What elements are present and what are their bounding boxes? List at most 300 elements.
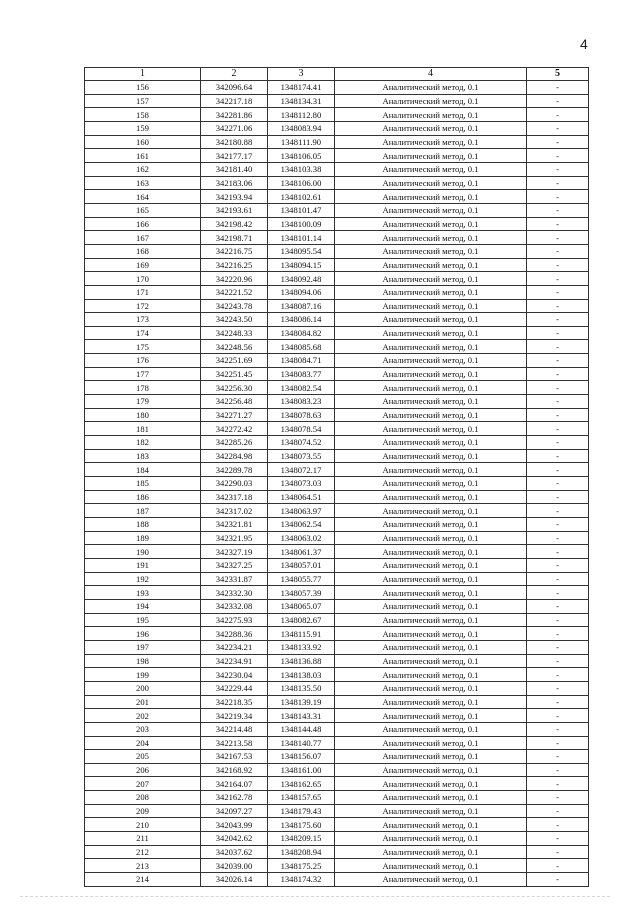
y-coordinate-cell: 1348095.54 (268, 244, 335, 258)
y-coordinate-cell: 1348101.47 (268, 203, 335, 217)
method-cell: Аналитический метод, 0.1 (335, 135, 527, 149)
method-cell: Аналитический метод, 0.1 (335, 518, 527, 532)
table-row (85, 354, 589, 368)
point-number-cell: 204 (85, 736, 201, 750)
point-number-cell: 163 (85, 176, 201, 190)
table-row (85, 477, 589, 491)
x-coordinate-cell: 342234.21 (201, 640, 268, 654)
y-coordinate-cell: 1348083.94 (268, 121, 335, 135)
x-coordinate-cell: 342214.48 (201, 722, 268, 736)
x-coordinate-cell: 342181.40 (201, 162, 268, 176)
y-coordinate-cell: 1348055.77 (268, 572, 335, 586)
method-cell: Аналитический метод, 0.1 (335, 477, 527, 491)
point-number-cell: 199 (85, 668, 201, 682)
y-coordinate-cell: 1348112.80 (268, 108, 335, 122)
method-cell: Аналитический метод, 0.1 (335, 326, 527, 340)
x-coordinate-cell: 342217.18 (201, 94, 268, 108)
x-coordinate-cell: 342290.03 (201, 477, 268, 491)
header-col-1: 1 (85, 68, 201, 81)
x-coordinate-cell: 342193.61 (201, 203, 268, 217)
note-cell: - (527, 162, 589, 176)
y-coordinate-cell: 1348083.23 (268, 395, 335, 409)
x-coordinate-cell: 342251.69 (201, 354, 268, 368)
x-coordinate-cell: 342198.42 (201, 217, 268, 231)
y-coordinate-cell: 1348144.48 (268, 722, 335, 736)
method-cell: Аналитический метод, 0.1 (335, 149, 527, 163)
note-cell: - (527, 354, 589, 368)
table-row (85, 695, 589, 709)
table-row (85, 217, 589, 231)
method-cell: Аналитический метод, 0.1 (335, 695, 527, 709)
point-number-cell: 213 (85, 859, 201, 873)
method-cell: Аналитический метод, 0.1 (335, 654, 527, 668)
table-row (85, 736, 589, 750)
table-row (85, 518, 589, 532)
method-cell: Аналитический метод, 0.1 (335, 313, 527, 327)
method-cell: Аналитический метод, 0.1 (335, 873, 527, 887)
point-number-cell: 184 (85, 463, 201, 477)
table-row (85, 545, 589, 559)
table-row (85, 395, 589, 409)
x-coordinate-cell: 342097.27 (201, 804, 268, 818)
point-number-cell: 203 (85, 722, 201, 736)
y-coordinate-cell: 1348103.38 (268, 162, 335, 176)
method-cell: Аналитический метод, 0.1 (335, 231, 527, 245)
point-number-cell: 202 (85, 709, 201, 723)
note-cell: - (527, 654, 589, 668)
note-cell: - (527, 449, 589, 463)
y-coordinate-cell: 1348138.03 (268, 668, 335, 682)
table-row (85, 818, 589, 832)
note-cell: - (527, 681, 589, 695)
note-cell: - (527, 340, 589, 354)
x-coordinate-cell: 342243.78 (201, 299, 268, 313)
note-cell: - (527, 873, 589, 887)
note-cell: - (527, 845, 589, 859)
table-row (85, 203, 589, 217)
y-coordinate-cell: 1348175.60 (268, 818, 335, 832)
x-coordinate-cell: 342331.87 (201, 572, 268, 586)
point-number-cell: 201 (85, 695, 201, 709)
note-cell: - (527, 108, 589, 122)
coordinates-table (84, 67, 589, 887)
y-coordinate-cell: 1348082.67 (268, 613, 335, 627)
table-row (85, 558, 589, 572)
x-coordinate-cell: 342321.81 (201, 518, 268, 532)
note-cell: - (527, 190, 589, 204)
y-coordinate-cell: 1348134.31 (268, 94, 335, 108)
note-cell: - (527, 149, 589, 163)
method-cell: Аналитический метод, 0.1 (335, 299, 527, 313)
method-cell: Аналитический метод, 0.1 (335, 81, 527, 95)
point-number-cell: 193 (85, 586, 201, 600)
note-cell: - (527, 203, 589, 217)
note-cell: - (527, 463, 589, 477)
note-cell: - (527, 518, 589, 532)
table-row (85, 149, 589, 163)
method-cell: Аналитический метод, 0.1 (335, 791, 527, 805)
method-cell: Аналитический метод, 0.1 (335, 490, 527, 504)
y-coordinate-cell: 1348084.71 (268, 354, 335, 368)
table-row (85, 340, 589, 354)
table-row (85, 640, 589, 654)
y-coordinate-cell: 1348101.14 (268, 231, 335, 245)
point-number-cell: 206 (85, 763, 201, 777)
note-cell: - (527, 381, 589, 395)
table-row (85, 709, 589, 723)
point-number-cell: 158 (85, 108, 201, 122)
point-number-cell: 173 (85, 313, 201, 327)
page-number: 4 (580, 36, 588, 52)
method-cell: Аналитический метод, 0.1 (335, 736, 527, 750)
point-number-cell: 165 (85, 203, 201, 217)
method-cell: Аналитический метод, 0.1 (335, 558, 527, 572)
x-coordinate-cell: 342272.42 (201, 422, 268, 436)
x-coordinate-cell: 342243.50 (201, 313, 268, 327)
method-cell: Аналитический метод, 0.1 (335, 599, 527, 613)
x-coordinate-cell: 342039.00 (201, 859, 268, 873)
table-row (85, 763, 589, 777)
point-number-cell: 175 (85, 340, 201, 354)
method-cell: Аналитический метод, 0.1 (335, 681, 527, 695)
note-cell: - (527, 627, 589, 641)
x-coordinate-cell: 342317.18 (201, 490, 268, 504)
point-number-cell: 179 (85, 395, 201, 409)
point-number-cell: 159 (85, 121, 201, 135)
y-coordinate-cell: 1348062.54 (268, 518, 335, 532)
scan-artifact-line (20, 896, 610, 897)
x-coordinate-cell: 342221.52 (201, 285, 268, 299)
y-coordinate-cell: 1348078.54 (268, 422, 335, 436)
method-cell: Аналитический метод, 0.1 (335, 640, 527, 654)
point-number-cell: 168 (85, 244, 201, 258)
y-coordinate-cell: 1348143.31 (268, 709, 335, 723)
header-col-4: 4 (335, 68, 527, 81)
header-col-3: 3 (268, 68, 335, 81)
note-cell: - (527, 395, 589, 409)
y-coordinate-cell: 1348092.48 (268, 272, 335, 286)
method-cell: Аналитический метод, 0.1 (335, 722, 527, 736)
x-coordinate-cell: 342220.96 (201, 272, 268, 286)
note-cell: - (527, 313, 589, 327)
table-row (85, 176, 589, 190)
y-coordinate-cell: 1348063.02 (268, 531, 335, 545)
table-row (85, 531, 589, 545)
point-number-cell: 178 (85, 381, 201, 395)
point-number-cell: 174 (85, 326, 201, 340)
x-coordinate-cell: 342164.07 (201, 777, 268, 791)
table-row (85, 121, 589, 135)
method-cell: Аналитический метод, 0.1 (335, 859, 527, 873)
y-coordinate-cell: 1348072.17 (268, 463, 335, 477)
point-number-cell: 181 (85, 422, 201, 436)
y-coordinate-cell: 1348106.00 (268, 176, 335, 190)
y-coordinate-cell: 1348106.05 (268, 149, 335, 163)
point-number-cell: 207 (85, 777, 201, 791)
note-cell: - (527, 818, 589, 832)
method-cell: Аналитический метод, 0.1 (335, 272, 527, 286)
y-coordinate-cell: 1348085.68 (268, 340, 335, 354)
note-cell: - (527, 558, 589, 572)
point-number-cell: 160 (85, 135, 201, 149)
y-coordinate-cell: 1348063.97 (268, 504, 335, 518)
point-number-cell: 211 (85, 832, 201, 846)
method-cell: Аналитический метод, 0.1 (335, 845, 527, 859)
y-coordinate-cell: 1348136.88 (268, 654, 335, 668)
table-row (85, 94, 589, 108)
note-cell: - (527, 531, 589, 545)
x-coordinate-cell: 342162.78 (201, 791, 268, 805)
table-row (85, 572, 589, 586)
x-coordinate-cell: 342271.27 (201, 408, 268, 422)
x-coordinate-cell: 342321.95 (201, 531, 268, 545)
point-number-cell: 189 (85, 531, 201, 545)
table-row (85, 586, 589, 600)
y-coordinate-cell: 1348102.61 (268, 190, 335, 204)
point-number-cell: 161 (85, 149, 201, 163)
y-coordinate-cell: 1348174.41 (268, 81, 335, 95)
header-col-2: 2 (201, 68, 268, 81)
y-coordinate-cell: 1348064.51 (268, 490, 335, 504)
method-cell: Аналитический метод, 0.1 (335, 340, 527, 354)
point-number-cell: 176 (85, 354, 201, 368)
method-cell: Аналитический метод, 0.1 (335, 763, 527, 777)
method-cell: Аналитический метод, 0.1 (335, 463, 527, 477)
method-cell: Аналитический метод, 0.1 (335, 777, 527, 791)
point-number-cell: 170 (85, 272, 201, 286)
table-row (85, 804, 589, 818)
note-cell: - (527, 832, 589, 846)
point-number-cell: 156 (85, 81, 201, 95)
y-coordinate-cell: 1348209.15 (268, 832, 335, 846)
note-cell: - (527, 231, 589, 245)
x-coordinate-cell: 342281.86 (201, 108, 268, 122)
y-coordinate-cell: 1348111.90 (268, 135, 335, 149)
x-coordinate-cell: 342275.93 (201, 613, 268, 627)
note-cell: - (527, 668, 589, 682)
method-cell: Аналитический метод, 0.1 (335, 531, 527, 545)
note-cell: - (527, 804, 589, 818)
note-cell: - (527, 217, 589, 231)
point-number-cell: 196 (85, 627, 201, 641)
x-coordinate-cell: 342043.99 (201, 818, 268, 832)
method-cell: Аналитический метод, 0.1 (335, 354, 527, 368)
y-coordinate-cell: 1348161.00 (268, 763, 335, 777)
table-row (85, 654, 589, 668)
y-coordinate-cell: 1348065.07 (268, 599, 335, 613)
point-number-cell: 197 (85, 640, 201, 654)
table-row (85, 449, 589, 463)
note-cell: - (527, 258, 589, 272)
x-coordinate-cell: 342180.88 (201, 135, 268, 149)
method-cell: Аналитический метод, 0.1 (335, 436, 527, 450)
x-coordinate-cell: 342177.17 (201, 149, 268, 163)
table-row (85, 613, 589, 627)
point-number-cell: 169 (85, 258, 201, 272)
y-coordinate-cell: 1348073.55 (268, 449, 335, 463)
point-number-cell: 182 (85, 436, 201, 450)
point-number-cell: 195 (85, 613, 201, 627)
method-cell: Аналитический метод, 0.1 (335, 244, 527, 258)
x-coordinate-cell: 342248.33 (201, 326, 268, 340)
note-cell: - (527, 422, 589, 436)
point-number-cell: 187 (85, 504, 201, 518)
method-cell: Аналитический метод, 0.1 (335, 750, 527, 764)
y-coordinate-cell: 1348156.07 (268, 750, 335, 764)
note-cell: - (527, 367, 589, 381)
y-coordinate-cell: 1348082.54 (268, 381, 335, 395)
method-cell: Аналитический метод, 0.1 (335, 285, 527, 299)
table-row (85, 408, 589, 422)
table-row (85, 681, 589, 695)
x-coordinate-cell: 342183.06 (201, 176, 268, 190)
x-coordinate-cell: 342234.91 (201, 654, 268, 668)
method-cell: Аналитический метод, 0.1 (335, 804, 527, 818)
note-cell: - (527, 750, 589, 764)
x-coordinate-cell: 342213.58 (201, 736, 268, 750)
note-cell: - (527, 736, 589, 750)
y-coordinate-cell: 1348135.50 (268, 681, 335, 695)
method-cell: Аналитический метод, 0.1 (335, 203, 527, 217)
method-cell: Аналитический метод, 0.1 (335, 176, 527, 190)
x-coordinate-cell: 342037.62 (201, 845, 268, 859)
table-row (85, 845, 589, 859)
table-row (85, 490, 589, 504)
y-coordinate-cell: 1348061.37 (268, 545, 335, 559)
note-cell: - (527, 408, 589, 422)
method-cell: Аналитический метод, 0.1 (335, 572, 527, 586)
x-coordinate-cell: 342327.19 (201, 545, 268, 559)
note-cell: - (527, 763, 589, 777)
method-cell: Аналитический метод, 0.1 (335, 217, 527, 231)
note-cell: - (527, 272, 589, 286)
x-coordinate-cell: 342198.71 (201, 231, 268, 245)
y-coordinate-cell: 1348175.25 (268, 859, 335, 873)
note-cell: - (527, 94, 589, 108)
table-row (85, 244, 589, 258)
y-coordinate-cell: 1348084.82 (268, 326, 335, 340)
x-coordinate-cell: 342096.64 (201, 81, 268, 95)
x-coordinate-cell: 342167.53 (201, 750, 268, 764)
method-cell: Аналитический метод, 0.1 (335, 381, 527, 395)
y-coordinate-cell: 1348157.65 (268, 791, 335, 805)
note-cell: - (527, 436, 589, 450)
y-coordinate-cell: 1348179.43 (268, 804, 335, 818)
table-row (85, 777, 589, 791)
note-cell: - (527, 777, 589, 791)
point-number-cell: 198 (85, 654, 201, 668)
method-cell: Аналитический метод, 0.1 (335, 408, 527, 422)
note-cell: - (527, 244, 589, 258)
note-cell: - (527, 599, 589, 613)
method-cell: Аналитический метод, 0.1 (335, 668, 527, 682)
x-coordinate-cell: 342256.48 (201, 395, 268, 409)
point-number-cell: 214 (85, 873, 201, 887)
x-coordinate-cell: 342317.02 (201, 504, 268, 518)
method-cell: Аналитический метод, 0.1 (335, 108, 527, 122)
x-coordinate-cell: 342042.62 (201, 832, 268, 846)
table-header-row (85, 68, 589, 81)
note-cell: - (527, 709, 589, 723)
note-cell: - (527, 477, 589, 491)
method-cell: Аналитический метод, 0.1 (335, 832, 527, 846)
x-coordinate-cell: 342284.98 (201, 449, 268, 463)
method-cell: Аналитический метод, 0.1 (335, 627, 527, 641)
note-cell: - (527, 572, 589, 586)
point-number-cell: 212 (85, 845, 201, 859)
table-row (85, 859, 589, 873)
point-number-cell: 185 (85, 477, 201, 491)
table-row (85, 722, 589, 736)
x-coordinate-cell: 342216.25 (201, 258, 268, 272)
table-row (85, 190, 589, 204)
method-cell: Аналитический метод, 0.1 (335, 818, 527, 832)
x-coordinate-cell: 342229.44 (201, 681, 268, 695)
x-coordinate-cell: 342230.04 (201, 668, 268, 682)
point-number-cell: 157 (85, 94, 201, 108)
y-coordinate-cell: 1348174.32 (268, 873, 335, 887)
table-row (85, 367, 589, 381)
table-row (85, 135, 589, 149)
table-row (85, 436, 589, 450)
y-coordinate-cell: 1348073.03 (268, 477, 335, 491)
y-coordinate-cell: 1348057.01 (268, 558, 335, 572)
method-cell: Аналитический метод, 0.1 (335, 258, 527, 272)
table-row (85, 326, 589, 340)
table-row (85, 381, 589, 395)
point-number-cell: 194 (85, 599, 201, 613)
point-number-cell: 177 (85, 367, 201, 381)
x-coordinate-cell: 342216.75 (201, 244, 268, 258)
x-coordinate-cell: 342332.30 (201, 586, 268, 600)
header-col-5: 5 (527, 68, 589, 81)
table-row (85, 599, 589, 613)
table-row (85, 162, 589, 176)
method-cell: Аналитический метод, 0.1 (335, 121, 527, 135)
table-row (85, 463, 589, 477)
table-row (85, 422, 589, 436)
table-row (85, 272, 589, 286)
table-row (85, 231, 589, 245)
y-coordinate-cell: 1348100.09 (268, 217, 335, 231)
method-cell: Аналитический метод, 0.1 (335, 367, 527, 381)
note-cell: - (527, 135, 589, 149)
method-cell: Аналитический метод, 0.1 (335, 449, 527, 463)
point-number-cell: 190 (85, 545, 201, 559)
x-coordinate-cell: 342327.25 (201, 558, 268, 572)
x-coordinate-cell: 342193.94 (201, 190, 268, 204)
y-coordinate-cell: 1348133.92 (268, 640, 335, 654)
note-cell: - (527, 859, 589, 873)
note-cell: - (527, 545, 589, 559)
point-number-cell: 192 (85, 572, 201, 586)
note-cell: - (527, 121, 589, 135)
method-cell: Аналитический метод, 0.1 (335, 504, 527, 518)
method-cell: Аналитический метод, 0.1 (335, 545, 527, 559)
point-number-cell: 209 (85, 804, 201, 818)
table-row (85, 627, 589, 641)
x-coordinate-cell: 342251.45 (201, 367, 268, 381)
method-cell: Аналитический метод, 0.1 (335, 162, 527, 176)
y-coordinate-cell: 1348057.39 (268, 586, 335, 600)
table-row (85, 299, 589, 313)
x-coordinate-cell: 342332.08 (201, 599, 268, 613)
note-cell: - (527, 586, 589, 600)
note-cell: - (527, 722, 589, 736)
method-cell: Аналитический метод, 0.1 (335, 422, 527, 436)
note-cell: - (527, 640, 589, 654)
point-number-cell: 205 (85, 750, 201, 764)
